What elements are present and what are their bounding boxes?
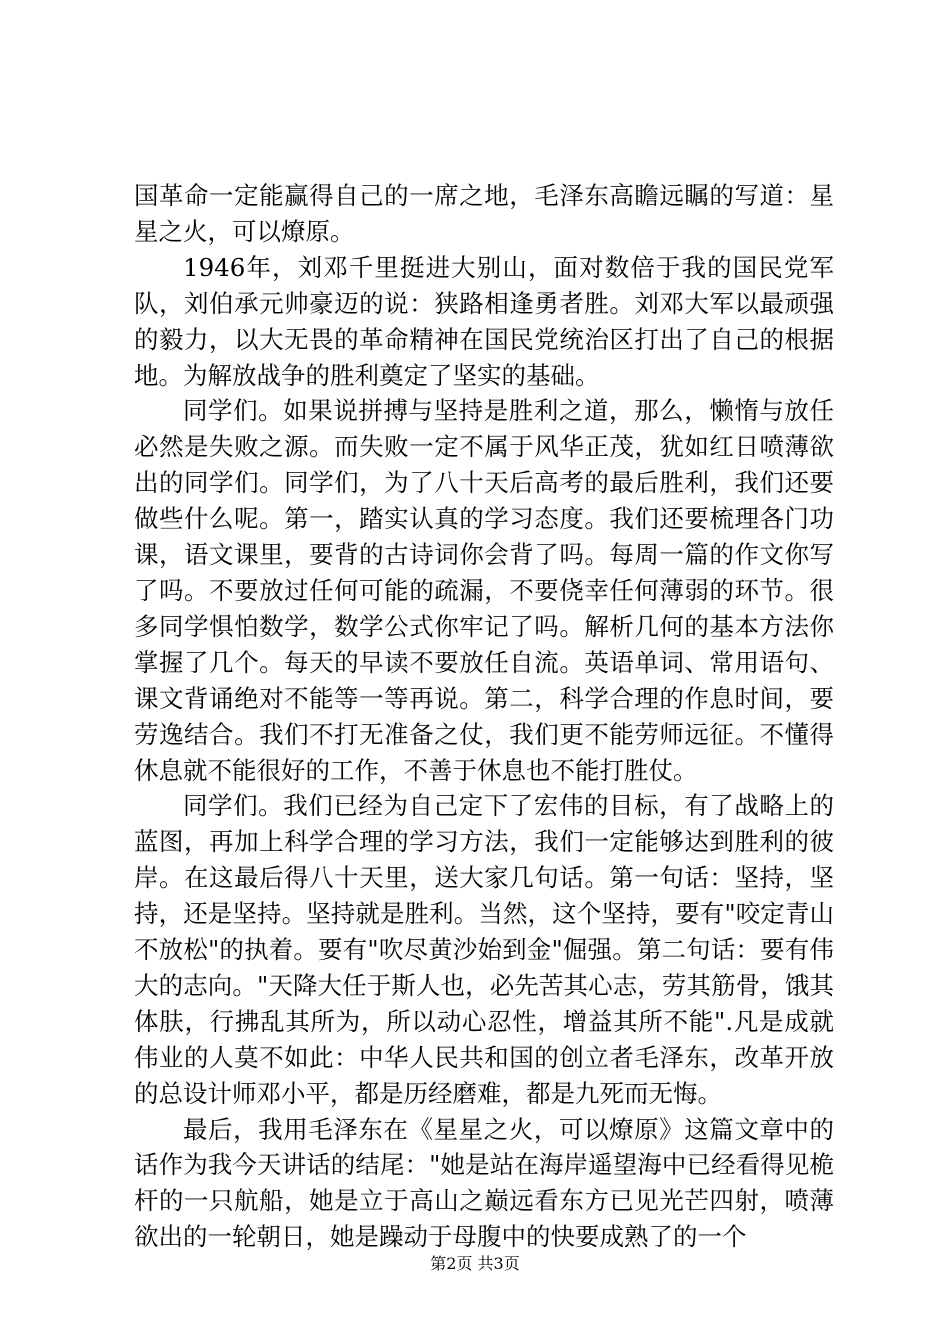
paragraph-2: 1946年，刘邓千里挺进大别山，面对数倍于我的国民党军队，刘伯承元帅豪迈的说：狭路相逢勇者胜。刘邓大军以最顽强的毅力，以大无畏的革命精神在国民党统治区打出了自己的根据地。为解放战争的胜利奠定了坚实的基础。 — [134, 252, 834, 390]
body-text — [134, 178, 834, 1255]
paragraph-4: 同学们。我们已经为自己定下了宏伟的目标，有了战略上的蓝图，再加上科学合理的学习方法，我们一定能够达到胜利的彼岸。在这最后得八十天里，送大家几句话。第一句话：坚持，坚持，还是坚持。坚持就是胜利。当然，这个坚持，要有"咬定青山不放松"的执着。要有"吹尽黄沙始到金"倔强。第二句话：要有伟大的志向。"天降大任于斯人也，必先苦其心志，劳其筋骨，饿其体肤，行拂乱其所为，所以动心忍性，增益其所不能".凡是成就伟业的人莫不如此：中华人民共和国的创立者毛泽东，改革开放的总设计师邓小平，都是历经磨难，都是九死而无悔。 — [134, 791, 834, 1108]
paragraph-5: 最后，我用毛泽东在《星星之火，可以燎原》这篇文章中的话作为我今天讲话的结尾："她是站在海岸遥望海中已经看得见桅杆的一只航船，她是立于高山之巅远看东方已见光芒四射，喷薄欲出的一轮朝日，她是躁动于母腹中的快要成熟了的一个 — [134, 1114, 834, 1252]
page-footer: 第2页 共3页 — [430, 1254, 520, 1273]
paragraph-3: 同学们。如果说拼搏与坚持是胜利之道，那么，懒惰与放任必然是失败之源。而失败一定不属于风华正茂，犹如红日喷薄欲出的同学们。同学们，为了八十天后高考的最后胜利，我们还要做些什么呢。第一，踏实认真的学习态度。我们还要梳理各门功课，语文课里，要背的古诗词你会背了吗。每周一篇的作文你写了吗。不要放过任何可能的疏漏，不要侥幸任何薄弱的环节。很多同学惧怕数学，数学公式你牢记了吗。解析几何的基本方法你掌握了几个。每天的早读不要放任自流。英语单词、常用语句、课文背诵绝对不能等一等再说。第二，科学合理的作息时间，要劳逸结合。我们不打无准备之仗，我们更不能劳师远征。不懂得休息就不能很好的工作，不善于休息也不能打胜仗。 — [134, 396, 834, 785]
paragraph-1: 国革命一定能赢得自己的一席之地，毛泽东高瞻远瞩的写道：星星之火，可以燎原。 — [134, 181, 834, 246]
